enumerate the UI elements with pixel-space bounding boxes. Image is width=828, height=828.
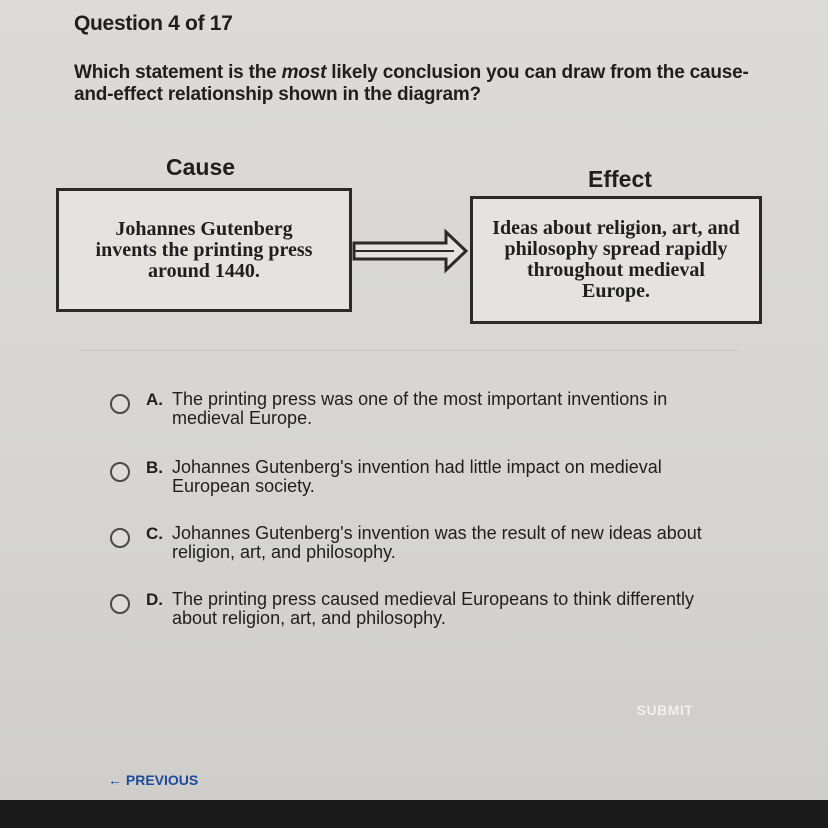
cause-text: Johannes Gutenberg invents the printing press around 1440. xyxy=(95,217,313,282)
cause-box xyxy=(56,188,352,312)
radio-a[interactable] xyxy=(110,394,130,414)
option-c-text: Johannes Gutenberg's invention was the result of new ideas about religion, art, and philosophy. xyxy=(172,523,702,562)
option-b-letter: B. xyxy=(146,458,163,477)
prompt-emphasis: most xyxy=(281,62,327,83)
option-d-letter: D. xyxy=(146,590,163,609)
option-a-letter: A. xyxy=(146,390,163,409)
arrow-left-icon: ← xyxy=(108,772,122,788)
divider xyxy=(78,350,738,351)
cause-effect-arrow xyxy=(350,224,470,278)
prompt-text-after: likely conclusion you can draw from the cause-and-effect relationship shown in the diagram? xyxy=(74,62,749,105)
cause-label: Cause xyxy=(166,154,236,180)
option-c[interactable] xyxy=(110,524,750,570)
option-c-letter: C. xyxy=(146,524,163,543)
prompt-text-before: Which statement is the xyxy=(74,62,282,83)
previous-button[interactable] xyxy=(108,772,198,788)
screen-bezel xyxy=(0,800,828,828)
option-a-text: The printing press was one of the most important inventions in medieval Europe. xyxy=(172,389,668,428)
submit-button[interactable]: SUBMIT xyxy=(617,690,713,730)
previous-label: PREVIOUS xyxy=(125,772,199,788)
option-b-text: Johannes Gutenberg's invention had little impact on medieval European society. xyxy=(172,457,662,496)
radio-d[interactable] xyxy=(110,594,130,614)
question-counter: Question 4 of 17 xyxy=(74,12,233,35)
effect-text: Ideas about religion, art, and philosophy spread rapidly throughout medieval Europe. xyxy=(492,217,740,302)
radio-c[interactable] xyxy=(110,528,130,548)
option-a[interactable] xyxy=(110,390,750,436)
option-d-text: The printing press caused medieval Europeans to think differently about religion, art, and philosophy. xyxy=(172,589,694,628)
effect-box xyxy=(470,196,762,324)
effect-label: Effect xyxy=(588,166,652,192)
option-d[interactable] xyxy=(110,590,750,636)
radio-b[interactable] xyxy=(110,462,130,482)
option-b[interactable] xyxy=(110,458,750,504)
question-prompt xyxy=(74,62,754,106)
